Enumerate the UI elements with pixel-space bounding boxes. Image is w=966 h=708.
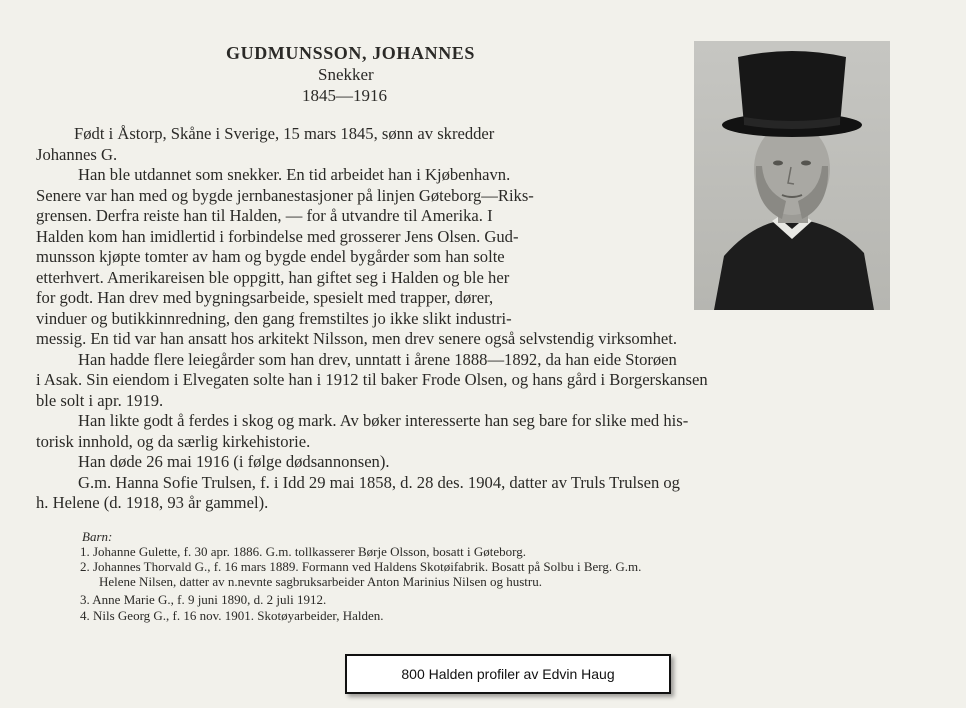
body-line: torisk innhold, og da særlig kirkehistorie. — [36, 431, 311, 451]
body-line: Han ble utdannet som snekker. En tid arbeidet han i Kjøbenhavn. — [78, 165, 511, 184]
caption-box: 800 Halden profiler av Edvin Haug — [345, 654, 671, 694]
children-heading: Barn: — [82, 529, 113, 544]
child-item: 2. Johannes Thorvald G., f. 16 mars 1889. Formann ved Haldens Skotøifabrik. Bosatt på Solbu i Berg. G.m. — [80, 559, 642, 574]
body-line: etterhvert. Amerikareisen ble oppgitt, han giftet seg i Halden og ble her — [36, 267, 510, 287]
portrait-photo — [694, 41, 890, 310]
body-line: Han hadde flere leiegårder som han drev, unntatt i årene 1888—1892, da han eide Storøen — [78, 349, 677, 369]
child-item: 1. Johanne Gulette, f. 30 apr. 1886. G.m. tollkasserer Børje Olsson, bosatt i Gøteborg. — [80, 544, 527, 559]
body-line: G.m. Hanna Sofie Trulsen, f. i Idd 29 mai 1858, d. 28 des. 1904, datter av Truls Trulsen og — [78, 472, 680, 492]
portrait-illustration — [694, 41, 890, 310]
body-line: Johannes G. — [36, 144, 118, 164]
body-line: h. Helene (d. 1918, 93 år gammel). — [36, 493, 269, 512]
body-line: vinduer og butikkinnredning, den gang fremstiltes jo ikke slikt industri- — [36, 308, 512, 328]
biography-text — [36, 124, 708, 514]
body-line: i Asak. Sin eiendom i Elvegaten solte han i 1912 til baker Frode Olsen, og hans gård i Borgerskansen — [36, 370, 708, 389]
entry-years: 1845—1916 — [302, 86, 387, 105]
body-line: Halden kom han imidlertid i forbindelse med grosserer Jens Olsen. Gud- — [36, 226, 519, 246]
entry-occupation: Snekker — [318, 65, 374, 84]
entry-name: GUDMUNSSON, JOHANNES — [226, 43, 476, 63]
body-line: Han døde 26 mai 1916 (i følge dødsannonsen). — [78, 452, 390, 471]
child-item: 3. Anne Marie G., f. 9 juni 1890, d. 2 juli 1912. — [80, 592, 327, 607]
body-line: Senere var han med og bygde jernbanestasjoner på linjen Gøteborg—Riks- — [36, 185, 534, 205]
body-line: munsson kjøpte tomter av ham og bygde endel bygårder som han solte — [36, 247, 505, 266]
body-line: grensen. Derfra reiste han til Halden, — for å utvandre til Amerika. I — [36, 206, 493, 225]
body-line: for godt. Han drev med bygningsarbeide, spesielt med trapper, dører, — [36, 288, 494, 307]
body-line: ble solt i apr. 1919. — [36, 390, 164, 410]
body-line: Født i Åstorp, Skåne i Sverige, 15 mars 1845, sønn av skredder — [74, 124, 495, 143]
body-line: Han likte godt å ferdes i skog og mark. Av bøker interesserte han seg bare for slike med his- — [78, 411, 689, 430]
child-item: 4. Nils Georg G., f. 16 nov. 1901. Skotøyarbeider, Halden. — [80, 608, 384, 623]
child-item: Helene Nilsen, datter av n.nevnte sagbruksarbeider Anton Marinius Nilsen og hustru. — [99, 574, 542, 589]
body-line: messig. En tid var han ansatt hos arkitekt Nilsson, men drev senere også selvstendig virksomhet. — [36, 329, 678, 348]
